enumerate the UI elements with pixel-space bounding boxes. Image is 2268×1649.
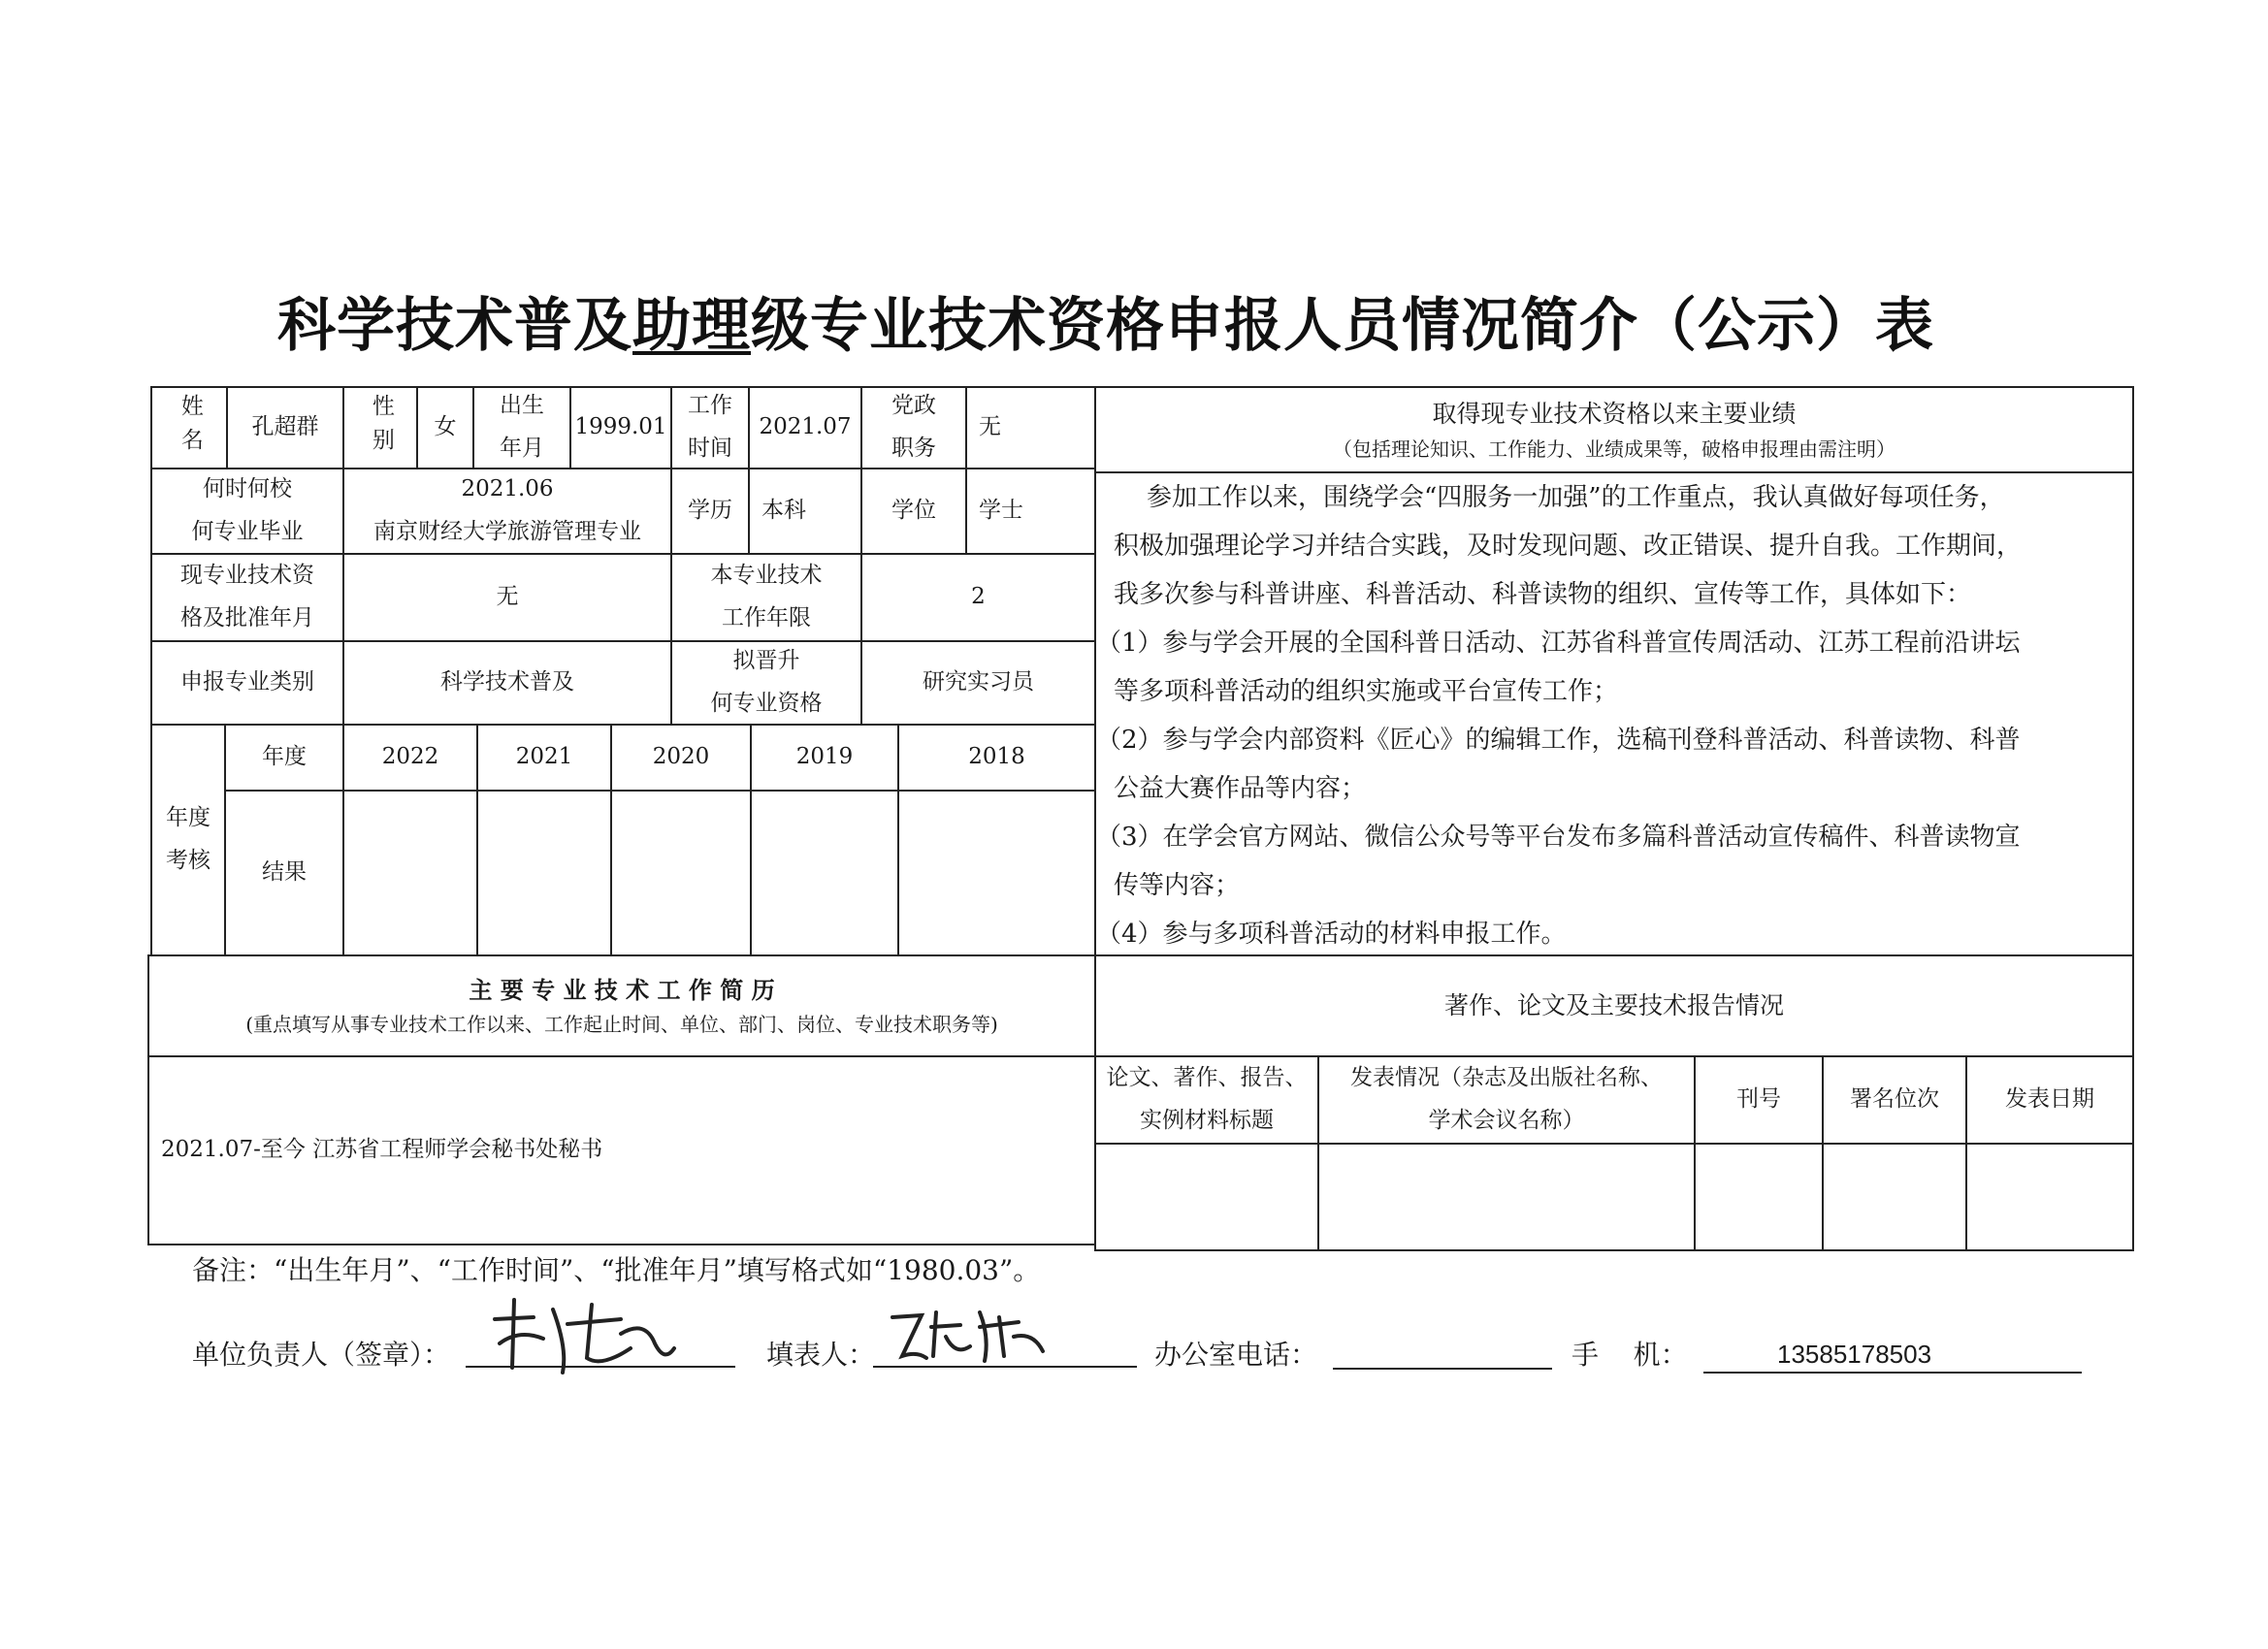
page-title: 科学技术普及助理级专业技术资格申报人员情况简介（公示）表 — [277, 292, 1934, 360]
pub-cell-author-order — [1822, 1143, 1967, 1251]
year-2021: 2021 — [476, 724, 612, 792]
target-qualification-value: 研究实习员 — [860, 640, 1096, 726]
result-2020 — [610, 790, 752, 956]
office-phone-label: 办公室电话： — [1154, 1339, 1318, 1371]
pub-cell-date — [1965, 1143, 2134, 1251]
school-label: 何时何校 何专业毕业 — [150, 468, 344, 555]
category-value: 科学技术普及 — [342, 640, 672, 726]
result-2022 — [342, 790, 478, 956]
graduation-value: 2021.06 南京财经大学旅游管理专业 — [342, 468, 672, 555]
pub-col-author-order: 署名位次 — [1822, 1055, 1967, 1145]
mobile-line — [1703, 1372, 2082, 1374]
office-phone-line — [1333, 1368, 1552, 1370]
unit-head-label: 单位负责人（签章）： — [192, 1339, 451, 1371]
current-qualification-value: 无 — [342, 553, 672, 642]
resume-entry: 2021.07-至今 江苏省工程师学会秘书处秘书 — [147, 1055, 1096, 1245]
year-2020: 2020 — [610, 724, 752, 792]
achievements-header: 取得现专业技术资格以来主要业绩 （包括理论知识、工作能力、业绩成果等，破格申报理由需注明） — [1094, 386, 2134, 473]
party-value: 无 — [965, 386, 1096, 469]
party-label: 党政职务 — [860, 386, 967, 469]
pub-col-issn: 刊号 — [1694, 1055, 1824, 1145]
resume-header: 主 要 专 业 技 术 工 作 简 历 (重点填写从事专业技术工作以来、工作起止时间、单位、部门、岗位、专业技术职务等) — [147, 954, 1096, 1057]
year-2018: 2018 — [897, 724, 1096, 792]
achievements-text: 参加工作以来，围绕学会“四服务一加强”的工作重点，我认真做好每项任务， 积极加强理论学习并结合实践，及时发现问题、改正错误、提升自我。工作期间， 我多次参与科普讲座、科普活动、科普读物的组织、宣传等工作，具体如下： （1）参与学会开展的全国科普日活动、江苏省科普宣传周活动、江苏工程前沿讲坛 等多项科普活动的组织实施或平台宣传工作； （2）参与学会内部资料《匠心》的编辑工作，选稿刊登科普活动、科普读物、科普 公益大赛作品等内容； （3）在学会官方网站、微信公众号等平台发布多篇科普活动宣传稿件、科普读物宣 传等内容； （4）参与多项科普活动的材料申报工作。 — [1096, 483, 2023, 949]
mobile-value: 13585178503 — [1777, 1340, 1932, 1369]
unit-head-signature — [475, 1290, 689, 1377]
result-2021 — [476, 790, 612, 956]
name-value: 孔超群 — [226, 386, 344, 469]
result-label: 结果 — [224, 790, 344, 956]
degree-label: 学位 — [860, 468, 967, 555]
filler-label: 填表人： — [766, 1339, 876, 1371]
education-label: 学历 — [670, 468, 750, 555]
publications-header: 著作、论文及主要技术报告情况 — [1094, 954, 2134, 1057]
pub-col-title: 论文、著作、报告、 实例材料标题 — [1094, 1055, 1319, 1145]
gender-value: 女 — [416, 386, 474, 469]
mobile-label: 手 机： — [1571, 1339, 1688, 1371]
gender-label: 性别 — [342, 386, 418, 469]
result-2018 — [897, 790, 1096, 956]
birth-label: 出生年月 — [472, 386, 571, 469]
category-label: 申报专业类别 — [150, 640, 344, 726]
target-qualification-label: 拟晋升 何专业资格 — [670, 640, 862, 726]
footer-note: 备注：“出生年月”、“工作时间”、“批准年月”填写格式如“1980.03”。 — [192, 1254, 1041, 1286]
pub-col-date: 发表日期 — [1965, 1055, 2134, 1145]
pub-cell-title — [1094, 1143, 1319, 1251]
current-qualification-label: 现专业技术资 格及批准年月 — [150, 553, 344, 642]
filler-signature — [883, 1298, 1057, 1368]
annual-assessment-label: 年度 考核 — [150, 724, 226, 956]
work-label: 工作时间 — [670, 386, 750, 469]
year-2022: 2022 — [342, 724, 478, 792]
pub-col-venue: 发表情况（杂志及出版社名称、 学术会议名称） — [1317, 1055, 1696, 1145]
pub-cell-issn — [1694, 1143, 1824, 1251]
pub-cell-venue — [1317, 1143, 1696, 1251]
education-value: 本科 — [748, 468, 862, 555]
work-value: 2021.07 — [748, 386, 862, 469]
work-years-label: 本专业技术 工作年限 — [670, 553, 862, 642]
result-2019 — [750, 790, 899, 956]
year-2019: 2019 — [750, 724, 899, 792]
year-label: 年度 — [224, 724, 344, 792]
degree-value: 学士 — [965, 468, 1096, 555]
name-label: 姓名 — [150, 386, 228, 469]
birth-value: 1999.01 — [569, 386, 672, 469]
work-years-value: 2 — [860, 553, 1096, 642]
